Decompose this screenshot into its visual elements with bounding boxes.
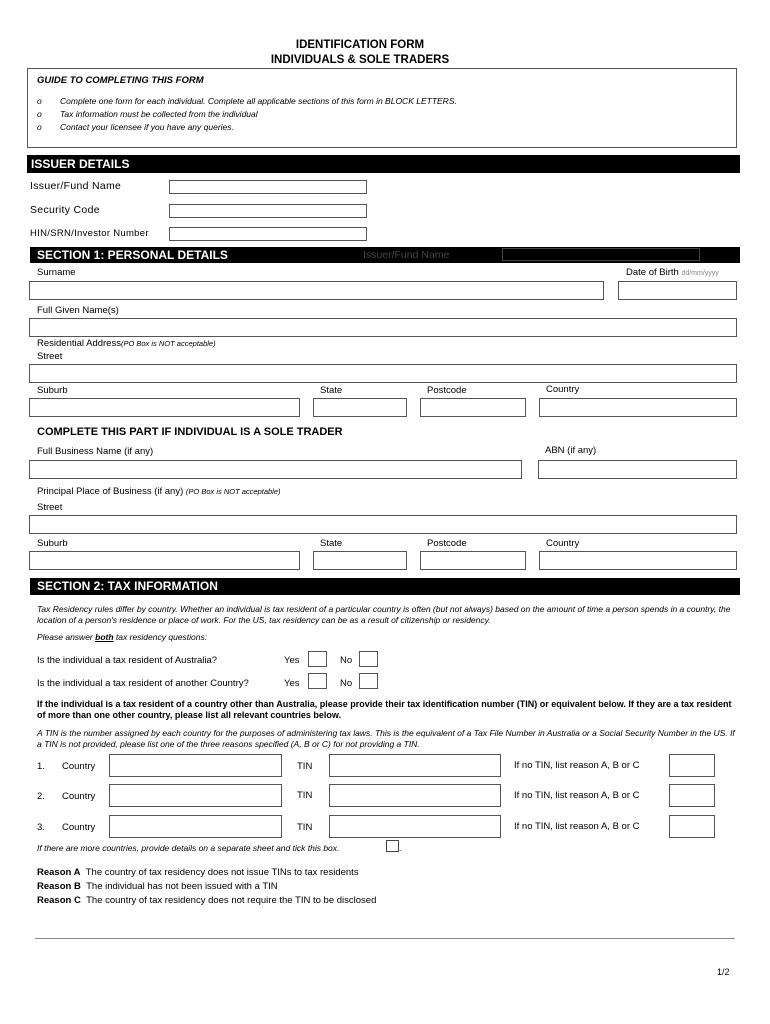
- dob-input[interactable]: [618, 281, 737, 300]
- business-postcode-label: Postcode: [427, 538, 467, 549]
- business-name-input[interactable]: [29, 460, 522, 479]
- guide-item: Complete one form for each individual. Complete all applicable sections of this form in BLOCK LETTERS.: [60, 96, 457, 106]
- row2-reason-input[interactable]: [669, 784, 715, 807]
- row2-tin-input[interactable]: [329, 784, 501, 807]
- business-state-label: State: [320, 538, 343, 549]
- row3-tin-input[interactable]: [329, 815, 501, 838]
- state-input[interactable]: [313, 398, 407, 417]
- guide-bullet: o: [37, 109, 42, 119]
- tin-instruction: If the individual is a tax resident of a country other than Australia, please provide their tax identification number (TIN) or equivalent below. If they are a tax resident of more than one other country, please list all relevant countries below.: [37, 699, 732, 720]
- dob-format: dd/mm/yyyy: [681, 270, 719, 277]
- country-input[interactable]: [539, 398, 737, 417]
- business-country-label: Country: [546, 538, 580, 549]
- reason-c: Reason C The country of tax residency does not require the TIN to be disclosed: [37, 895, 377, 906]
- abn-input[interactable]: [538, 460, 737, 479]
- row3-reason-label: If no TIN, list reason A, B or C: [514, 821, 640, 832]
- business-name-label: Full Business Name (if any): [37, 446, 154, 457]
- q2-no-label: No: [340, 678, 353, 689]
- postcode-label: Postcode: [427, 385, 467, 396]
- guide-item: Tax information must be collected from the individual: [60, 109, 258, 119]
- street-input[interactable]: [29, 364, 737, 383]
- row3-reason-input[interactable]: [669, 815, 715, 838]
- business-country-input[interactable]: [539, 551, 737, 570]
- business-suburb-label: Suburb: [37, 538, 68, 549]
- q1-label: Is the individual a tax resident of Australia?: [37, 655, 218, 666]
- state-label: State: [320, 385, 343, 396]
- issuer-fund-name-label: Issuer/Fund Name: [30, 180, 122, 192]
- street-label: Street: [37, 351, 63, 362]
- guide-heading: GUIDE TO COMPLETING THIS FORM: [37, 75, 204, 86]
- surname-input[interactable]: [29, 281, 604, 300]
- more-countries-checkbox[interactable]: [386, 840, 402, 853]
- footer-divider: [35, 938, 735, 939]
- q1-yes-label: Yes: [284, 655, 300, 666]
- form-title-line2: INDIVIDUALS & SOLE TRADERS: [270, 54, 450, 66]
- q1-yes-checkbox[interactable]: [308, 651, 327, 667]
- q1-no-checkbox[interactable]: [359, 651, 378, 667]
- row1-country-label: Country: [62, 761, 96, 772]
- reason-a: Reason A The country of tax residency does not issue TINs to tax residents: [37, 867, 359, 878]
- row1-reason-label: If no TIN, list reason A, B or C: [514, 760, 640, 771]
- business-state-input[interactable]: [313, 551, 407, 570]
- row1-tin-label: TIN: [297, 761, 313, 772]
- reason-b: Reason B The individual has not been issued with a TIN: [37, 881, 278, 892]
- ghost-issuer-label: Issuer/Fund Name: [363, 249, 450, 261]
- dob-label: Date of Birth dd/mm/yyyy: [626, 267, 719, 278]
- given-names-input[interactable]: [29, 318, 737, 337]
- suburb-label: Suburb: [37, 385, 68, 396]
- row2-number: 2.: [37, 791, 45, 802]
- business-suburb-input[interactable]: [29, 551, 300, 570]
- guide-bullet: o: [37, 122, 42, 132]
- row1-reason-input[interactable]: [669, 754, 715, 777]
- principal-place-label: Principal Place of Business (if any) (PO Box is NOT acceptable): [37, 486, 281, 497]
- row3-tin-label: TIN: [297, 822, 313, 833]
- security-code-label: Security Code: [30, 204, 100, 216]
- sole-trader-heading: COMPLETE THIS PART IF INDIVIDUAL IS A SOLE TRADER: [37, 426, 343, 438]
- ghost-issuer-input: [502, 248, 700, 261]
- answer-both-note: Please answer both tax residency questions:: [37, 632, 208, 642]
- abn-label: ABN (if any): [545, 445, 597, 456]
- row2-country-input[interactable]: [109, 784, 282, 807]
- form-title-line1: IDENTIFICATION FORM: [295, 39, 425, 51]
- q2-yes-label: Yes: [284, 678, 300, 689]
- q2-no-checkbox[interactable]: [359, 673, 378, 689]
- row2-country-label: Country: [62, 791, 96, 802]
- row1-country-input[interactable]: [109, 754, 282, 777]
- guide-item: Contact your licensee if you have any queries.: [60, 122, 234, 132]
- section1-heading: SECTION 1: PERSONAL DETAILS: [30, 247, 740, 263]
- country-label: Country: [546, 384, 580, 395]
- row1-tin-input[interactable]: [329, 754, 501, 777]
- residential-address-label: Residential Address(PO Box is NOT acceptable): [37, 338, 216, 349]
- tin-note: A TIN is the number assigned by each country for the purposes of administering tax laws. This is the equivalent of a Tax File Number in Australia or a Social Security Number in the US. If a TIN is not provided, please list one of the three reasons specified (A, B or C) for not providing a TIN.: [37, 728, 735, 749]
- section2-heading: SECTION 2: TAX INFORMATION: [30, 578, 740, 595]
- business-street-label: Street: [37, 502, 63, 513]
- row3-country-label: Country: [62, 822, 96, 833]
- more-countries-period: .: [399, 843, 402, 853]
- business-street-input[interactable]: [29, 515, 737, 534]
- more-countries-note: If there are more countries, provide details on a separate sheet and tick this box.: [37, 843, 340, 853]
- issuer-details-heading: ISSUER DETAILS: [27, 155, 740, 173]
- suburb-input[interactable]: [29, 398, 300, 417]
- q2-yes-checkbox[interactable]: [308, 673, 327, 689]
- row2-tin-label: TIN: [297, 790, 313, 801]
- tax-residency-intro: Tax Residency rules differ by country. Whether an individual is tax resident of a particular country is often (but not always) based on the amount of time a person spends in a country, the location of a person's residence or place of work. For the US, tax residency can be as a result of citizenship or residency.: [37, 604, 731, 625]
- business-postcode-input[interactable]: [420, 551, 526, 570]
- security-code-input[interactable]: [169, 204, 367, 218]
- row3-country-input[interactable]: [109, 815, 282, 838]
- page-number: 1/2: [717, 967, 730, 977]
- given-names-label: Full Given Name(s): [37, 305, 119, 316]
- row2-reason-label: If no TIN, list reason A, B or C: [514, 790, 640, 801]
- issuer-fund-name-input[interactable]: [169, 180, 367, 194]
- q2-label: Is the individual a tax resident of another Country?: [37, 678, 249, 689]
- guide-bullet: o: [37, 96, 42, 106]
- row1-number: 1.: [37, 761, 45, 772]
- postcode-input[interactable]: [420, 398, 526, 417]
- surname-label: Surname: [37, 267, 76, 278]
- row3-number: 3.: [37, 822, 45, 833]
- hin-label: HIN/SRN/Investor Number: [30, 228, 149, 239]
- q1-no-label: No: [340, 655, 353, 666]
- hin-input[interactable]: [169, 227, 367, 241]
